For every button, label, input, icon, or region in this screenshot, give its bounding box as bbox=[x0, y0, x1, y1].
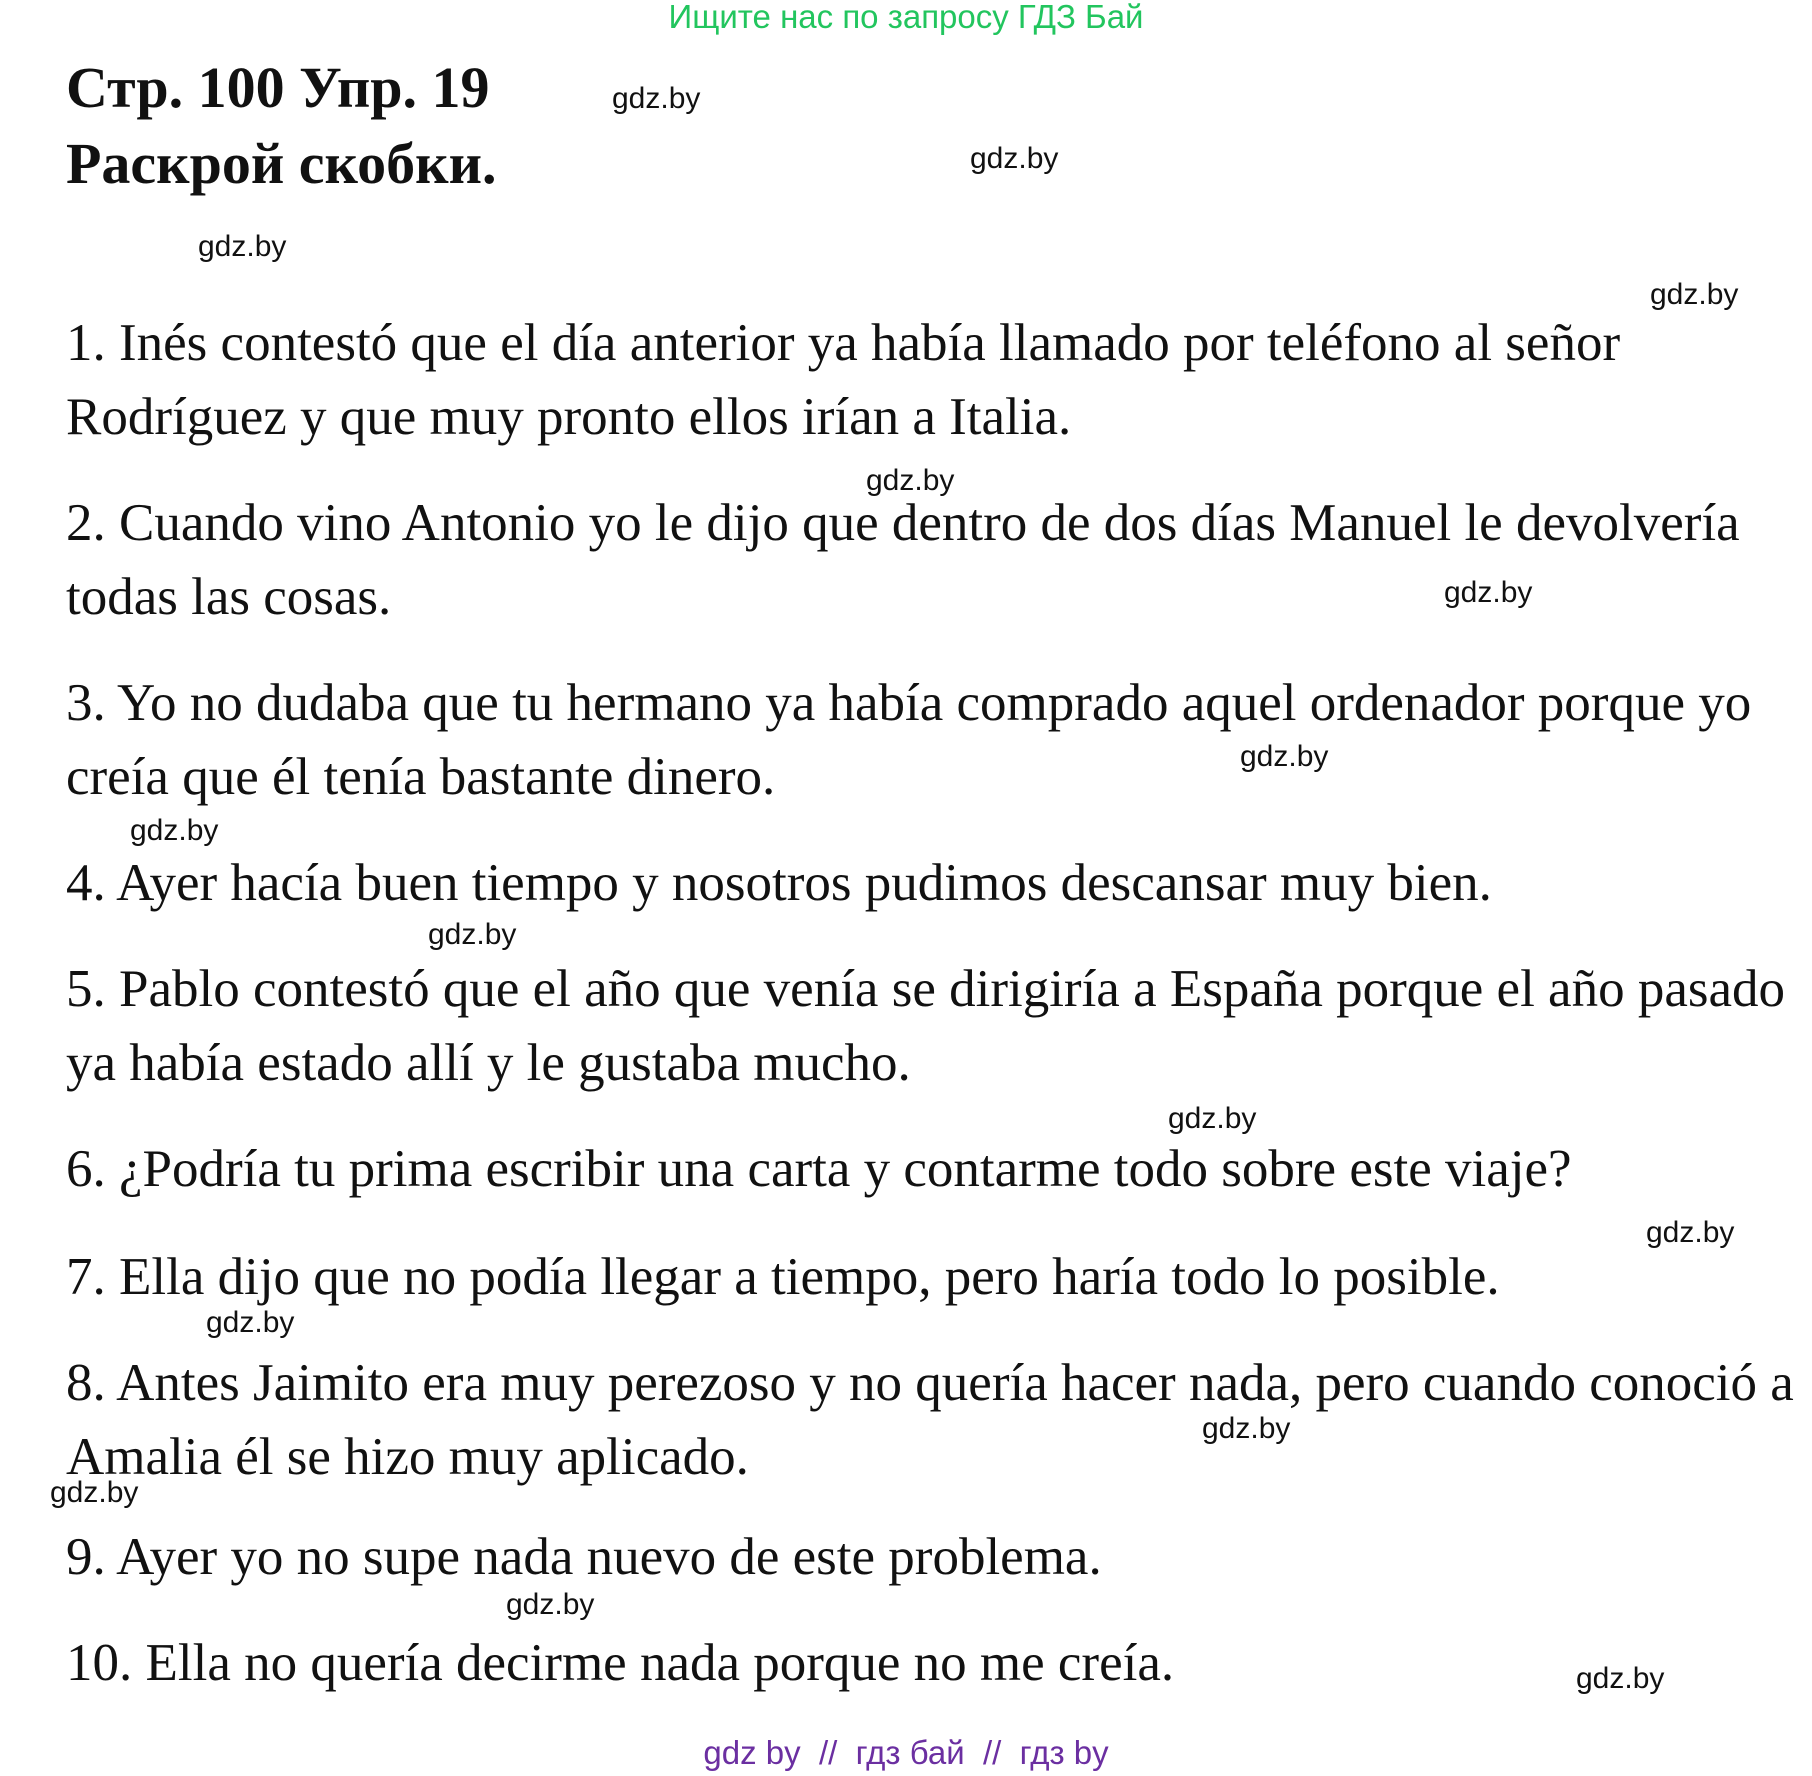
watermark: gdz.by bbox=[1576, 1662, 1665, 1695]
watermark: gdz.by bbox=[206, 1306, 295, 1339]
watermark: gdz.by bbox=[428, 918, 517, 951]
watermark: gdz.by bbox=[1168, 1102, 1257, 1135]
exercise-item-8: 8. Antes Jaimito era muy perezoso y no quería hacer nada, pero cuando conoció a Amalia él se hizo muy aplicado. bbox=[66, 1354, 1794, 1486]
watermark: gdz.by bbox=[1444, 576, 1533, 609]
exercise-item-7: 7. Ella dijo que no podía llegar a tiempo, pero haría todo lo posible. bbox=[66, 1248, 1500, 1306]
watermark: gdz.by bbox=[50, 1476, 139, 1509]
search-banner: Ищите нас по запросу ГДЗ Бай bbox=[668, 0, 1144, 35]
footer-links: gdz by // гдз бай // гдз by bbox=[703, 1734, 1109, 1771]
watermark: gdz.by bbox=[1650, 278, 1739, 311]
exercise-item-1: 1. Inés contestó que el día anterior ya había llamado por teléfono al señor Rodríguez y que muy pronto ellos irían a Italia. bbox=[66, 314, 1621, 446]
exercise-item-2: 2. Cuando vino Antonio yo le dijo que dentro de dos días Manuel le devolvería todas las cosas. bbox=[66, 494, 1740, 626]
watermark: gdz.by bbox=[970, 142, 1059, 175]
watermark: gdz.by bbox=[198, 230, 287, 263]
page-title: Стр. 100 Упр. 19 bbox=[66, 55, 490, 120]
exercise-item-4: 4. Ayer hacía buen tiempo y nosotros pudimos descansar muy bien. bbox=[66, 854, 1492, 912]
exercise-item-3: 3. Yo no dudaba que tu hermano ya había comprado aquel ordenador porque yo creía que él tenía bastante dinero. bbox=[66, 674, 1752, 806]
watermark: gdz.by bbox=[866, 464, 955, 497]
watermark: gdz.by bbox=[130, 814, 219, 847]
watermark: gdz.by bbox=[1202, 1412, 1291, 1445]
watermark: gdz.by bbox=[506, 1588, 595, 1621]
exercise-item-10: 10. Ella no quería decirme nada porque no me creía. bbox=[66, 1634, 1175, 1692]
exercise-item-5: 5. Pablo contestó que el año que venía se dirigiría a España porque el año pasado ya había estado allí y le gustaba mucho. bbox=[66, 960, 1786, 1092]
watermark: gdz.by bbox=[612, 82, 701, 115]
watermark: gdz.by bbox=[1646, 1216, 1735, 1249]
watermark: gdz.by bbox=[1240, 740, 1329, 773]
exercise-item-6: 6. ¿Podría tu prima escribir una carta y contarme todo sobre este viaje? bbox=[66, 1140, 1572, 1198]
exercise-item-9: 9. Ayer yo no supe nada nuevo de este problema. bbox=[66, 1528, 1102, 1586]
exercise-instruction: Раскрой скобки. bbox=[66, 131, 497, 196]
